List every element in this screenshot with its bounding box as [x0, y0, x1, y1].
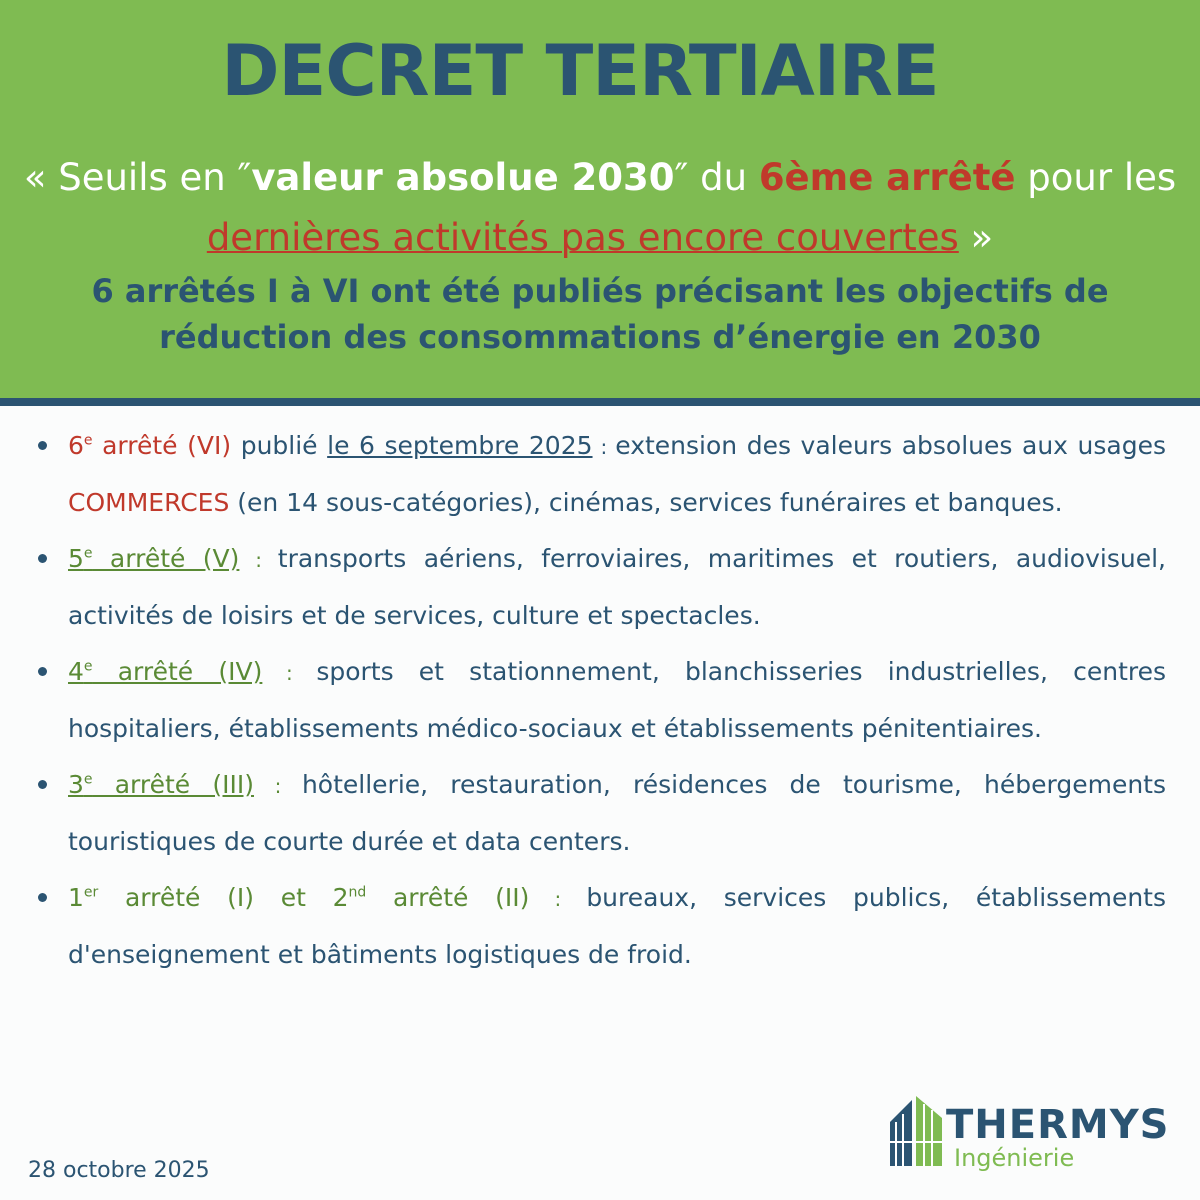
header-banner	[0, 0, 1200, 398]
list-item: 1er arrêté (I) et 2nd arrêté (II) : bureaux, services publics, établissements d'enseignement et bâtiments logistiques de froid.	[34, 870, 1166, 983]
publication-date: le 6 septembre 2025	[327, 431, 593, 460]
page-title: DECRET TERTIAIRE	[221, 30, 939, 112]
bullet-dot	[38, 441, 47, 450]
bullet-dot	[38, 667, 47, 676]
subtitle-bold: valeur absolue 2030	[251, 156, 675, 199]
subtitle-red: 6ème arrêté	[758, 156, 1016, 199]
list-item: 5e arrêté (V) : transports aériens, ferroviaires, maritimes et routiers, audiovisuel, activités de loisirs et de services, culture et spectacles.	[34, 531, 1166, 644]
decree-text: extension des valeurs absolues aux usages	[615, 431, 1167, 460]
subtitle-red-underlined: dernières activités pas encore couvertes	[206, 216, 959, 259]
published-prefix: publié	[231, 431, 328, 460]
bullet-dot	[38, 780, 47, 789]
bullet-dot	[38, 893, 47, 902]
bullet-dot	[38, 554, 47, 563]
list-item: 6e arrêté (VI) publié le 6 septembre 2025 : extension des valeurs absolues aux usages COMMERCES (en 14 sous-catégories), cinémas, services funéraires et banques.	[34, 418, 1166, 531]
list-item: 3e arrêté (III) : hôtellerie, restauration, résidences de tourisme, hébergements touristiques de courte durée et data centers.	[34, 757, 1166, 870]
list-item: 4e arrêté (IV) : sports et stationnement, blanchisseries industrielles, centres hospitaliers, établissements médico-sociaux et établissements pénitentiaires.	[34, 644, 1166, 757]
decree-text: transports aériens, ferroviaires, maritimes et routiers, audiovisuel, activités de loisirs et de services, culture et spectacles.	[68, 544, 1166, 630]
decree-text: bureaux, services publics, établissements d'enseignement et bâtiments logistiques de froid.	[68, 883, 1166, 969]
subtitle-open: « Seuils en ″	[23, 156, 252, 199]
logo-name: THERMYS	[946, 1102, 1170, 1148]
subtitle	[20, 148, 1180, 268]
decree-text-continued: (en 14 sous-catégories), cinémas, services funéraires et banques.	[229, 488, 1063, 517]
header-divider	[0, 398, 1200, 406]
decree-text: sports et stationnement, blanchisseries industrielles, centres hospitaliers, établissements médico-sociaux et établissements pénitentiaires.	[68, 657, 1167, 743]
footer-date: 28 octobre 2025	[28, 1158, 210, 1183]
decree-label: 5e arrêté (V)	[68, 544, 240, 573]
logo-subtitle: Ingénierie	[954, 1144, 1075, 1172]
commerces-highlight: COMMERCES	[68, 488, 230, 517]
building-mark-icon	[886, 1092, 948, 1174]
decree-label: 6e arrêté (VI)	[68, 431, 232, 460]
subtitle-close: »	[958, 216, 994, 259]
decree-label: 4e arrêté (IV)	[68, 657, 263, 686]
subtitle-mid: ″ du	[674, 156, 759, 199]
decree-label: 3e arrêté (III)	[68, 770, 254, 799]
decree-text: hôtellerie, restauration, résidences de tourisme, hébergements touristiques de courte durée et data centers.	[68, 770, 1167, 856]
subtitle-after-red: pour les	[1015, 156, 1177, 199]
thermys-logo	[886, 1092, 1170, 1182]
decree-label: 1er arrêté (I) et 2nd arrêté (II)	[68, 883, 530, 912]
intro-text: 6 arrêtés I à VI ont été publiés précisant les objectifs de réduction des consommations d’énergie en 2030	[91, 272, 1109, 356]
decree-list	[34, 418, 1166, 983]
